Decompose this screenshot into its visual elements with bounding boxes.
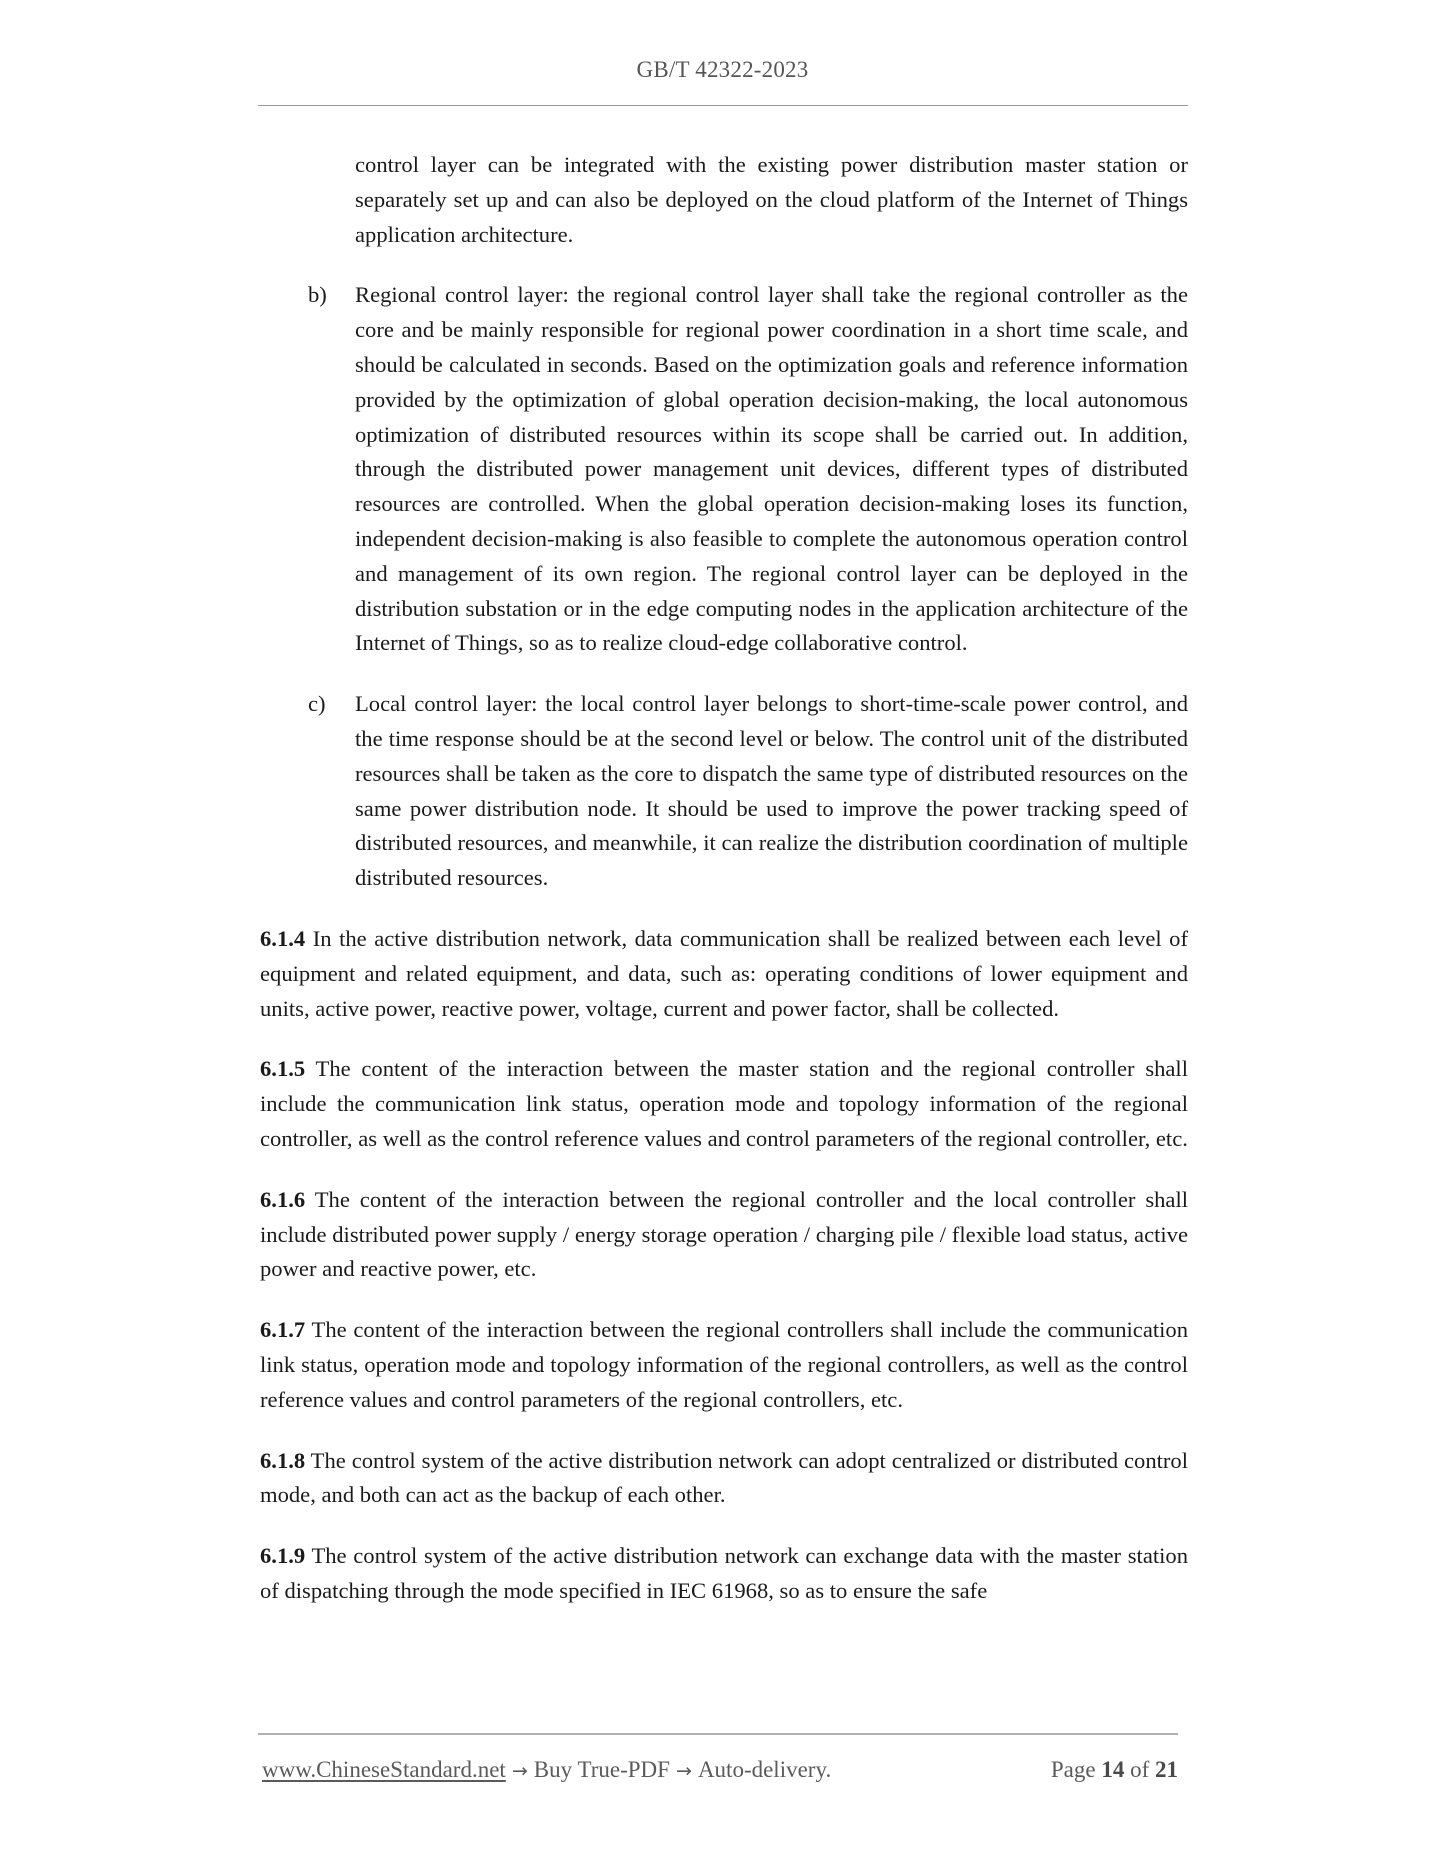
document-body [260,148,1188,1635]
clause-6-1-7 [260,1313,1188,1417]
clause-text: The content of the interaction between the regional controllers shall include the communication link status, operation mode and topology information of the regional controllers, as well as the control reference values and control parameters of the regional controllers, etc. [260,1317,1188,1412]
auto-delivery-text: Auto-delivery. [697,1757,832,1782]
list-item-a-continuation [260,148,1188,252]
clause-number: 6.1.7 [260,1317,306,1343]
clause-text: The control system of the active distribution network can adopt centralized or distributed control mode, and both can act as the backup of each other. [260,1447,1188,1508]
buy-true-pdf-text: Buy True-PDF [533,1757,670,1782]
clause-text: The content of the interaction between the master station and the regional controller shall include the communication link status, operation mode and topology information of the regional controller, as well as the control reference values and control parameters of the regional controller, etc. [260,1056,1188,1151]
list-item-text: Regional control layer: the regional control layer shall take the regional controller as the core and be mainly responsible for regional power coordination in a short time scale, and should be calculated in seconds. Based on the optimization goals and reference information provided by the optimization of global operation decision-making, the local autonomous optimization of distributed resources within its scope shall be carried out. In addition, through the distributed power management unit devices, different types of distributed resources are controlled. When the global operation decision-making loses its function, independent decision-making is also feasible to complete the autonomous operation control and management of its own region. The regional control layer can be deployed in the distribution substation or in the edge computing nodes in the application architecture of the Internet of Things, so as to realize cloud-edge collaborative control. [355,282,1188,656]
page-label: Page [1050,1757,1096,1782]
clause-number: 6.1.6 [260,1186,306,1212]
arrow-right-icon: → [669,1760,698,1782]
document-code: GB/T 42322-2023 [636,57,809,82]
clause-number: 6.1.4 [260,925,306,951]
clause-6-1-5 [260,1052,1188,1156]
website-link[interactable]: www.ChineseStandard.net [262,1757,506,1782]
clause-number: 6.1.8 [260,1447,306,1473]
list-item-c-local-control-layer [260,687,1188,896]
clause-text: The control system of the active distribution network can exchange data with the master station of dispatching through the mode specified in IEC 61968, so as to ensure the safe [260,1543,1188,1603]
clause-6-1-4 [260,922,1188,1026]
page-of-label: of [1130,1757,1150,1782]
clause-number: 6.1.5 [260,1056,306,1082]
footer-promo [262,1757,831,1783]
page-total: 21 [1155,1757,1178,1782]
list-item-b-regional-control-layer [260,278,1188,661]
clause-number: 6.1.9 [260,1543,306,1569]
clause-6-1-6 [260,1183,1188,1287]
header-divider [258,105,1188,106]
list-marker: b) [308,282,327,308]
clause-text: In the active distribution network, data communication shall be realized between each level of equipment and related equipment, and data, such as: operating conditions of lower equipment and units, active power, reactive power, voltage, current and power factor, shall be collected. [260,925,1188,1021]
clause-6-1-9 [260,1539,1188,1609]
footer-divider [258,1733,1178,1735]
page-current: 14 [1101,1757,1125,1782]
page-number [1051,1757,1178,1783]
list-marker: c) [308,691,326,717]
list-item-text: control layer can be integrated with the existing power distribution master station or separately set up and can also be deployed on the cloud platform of the Internet of Things application architecture. [355,152,1188,247]
arrow-right-icon: → [505,1760,534,1782]
clause-text: The content of the interaction between the regional controller and the local controller shall include distributed power supply / energy storage operation / charging pile / flexible load status, active power and reactive power, etc. [260,1186,1188,1282]
list-item-text: Local control layer: the local control layer belongs to short-time-scale power control, and the time response should be at the second level or below. The control unit of the distributed resources shall be taken as the core to dispatch the same type of distributed resources on the same power distribution node. It should be used to improve the power tracking speed of distributed resources, and meanwhile, it can realize the distribution coordination of multiple distributed resources. [355,691,1188,891]
clause-6-1-8 [260,1444,1188,1514]
